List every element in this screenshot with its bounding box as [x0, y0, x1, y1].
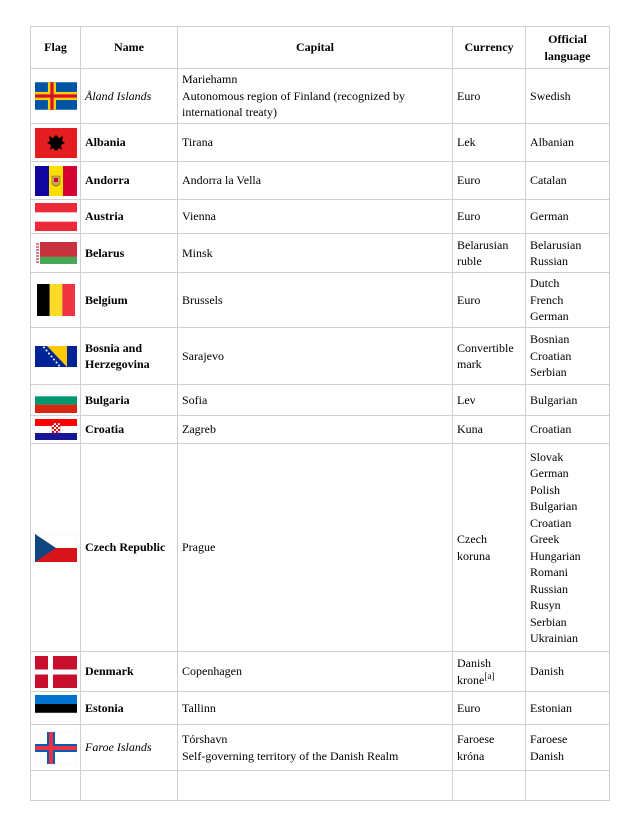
- capital-cell: Prague: [178, 444, 453, 652]
- language-cell: Dutch French German: [526, 273, 610, 328]
- country-name: Austria: [81, 200, 178, 234]
- austria-flag-icon: [35, 203, 77, 231]
- language-cell: Bosnian Croatian Serbian: [526, 328, 610, 385]
- currency-cell: Euro: [453, 273, 526, 328]
- flag-cell: [31, 444, 81, 652]
- table-row: [31, 69, 610, 124]
- flag-cell: [31, 692, 81, 725]
- capital-cell: Mariehamn Autonomous region of Finland (recognized by international treaty): [178, 69, 453, 124]
- language-cell: Belarusian Russian: [526, 234, 610, 273]
- capital-cell: Sarajevo: [178, 328, 453, 385]
- flag-cell: [31, 385, 81, 416]
- flag-cell: [31, 200, 81, 234]
- capital-cell: Copenhagen: [178, 652, 453, 692]
- croatia-flag-icon: [35, 419, 77, 440]
- capital-cell: Brussels: [178, 273, 453, 328]
- language-cell: German: [526, 200, 610, 234]
- faroe-flag-icon: [35, 732, 77, 764]
- capital-cell: Vienna: [178, 200, 453, 234]
- language-cell: Estonian: [526, 692, 610, 725]
- currency-cell: Euro: [453, 200, 526, 234]
- table-row: [31, 234, 610, 273]
- table-row: [31, 162, 610, 200]
- currency-cell: Euro: [453, 69, 526, 124]
- table-row-partial: [31, 771, 610, 801]
- header-capital: Capital: [178, 27, 453, 69]
- albania-flag-icon: [35, 128, 77, 158]
- capital-cell: Zagreb: [178, 416, 453, 444]
- capital-cell: Tirana: [178, 124, 453, 162]
- flag-cell: [31, 124, 81, 162]
- header-flag: Flag: [31, 27, 81, 69]
- currency-cell: Czech koruna: [453, 444, 526, 652]
- currency-cell: Euro: [453, 162, 526, 200]
- table-row: [31, 725, 610, 771]
- capital-cell: Andorra la Vella: [178, 162, 453, 200]
- country-name: Åland Islands: [81, 69, 178, 124]
- table-row: [31, 385, 610, 416]
- aland-flag-icon: [35, 82, 77, 110]
- capital-cell: Sofia: [178, 385, 453, 416]
- table-row: [31, 416, 610, 444]
- flag-cell: [31, 725, 81, 771]
- belgium-flag-icon: [37, 284, 75, 316]
- country-name: Belarus: [81, 234, 178, 273]
- country-name: Andorra: [81, 162, 178, 200]
- language-cell: Bulgarian: [526, 385, 610, 416]
- country-name: Bulgaria: [81, 385, 178, 416]
- empty-cell: [526, 771, 610, 801]
- table-row: [31, 652, 610, 692]
- country-name: Croatia: [81, 416, 178, 444]
- empty-cell: [81, 771, 178, 801]
- country-name: Denmark: [81, 652, 178, 692]
- header-row: [31, 27, 610, 69]
- czech-flag-icon: [35, 534, 77, 562]
- currency-cell: Lev: [453, 385, 526, 416]
- flag-cell: [31, 162, 81, 200]
- currency-text: Danish krone: [457, 656, 491, 687]
- currency-cell: Euro: [453, 692, 526, 725]
- table-row: [31, 328, 610, 385]
- capital-cell: Minsk: [178, 234, 453, 273]
- empty-cell: [31, 771, 81, 801]
- andorra-flag-icon: [35, 166, 77, 196]
- country-name: Bosnia and Herzegovina: [81, 328, 178, 385]
- country-name: Albania: [81, 124, 178, 162]
- flag-cell: [31, 234, 81, 273]
- bulgaria-flag-icon: [35, 388, 77, 413]
- language-cell: Slovak German Polish Bulgarian Croatian Greek Hungarian Romani Russian Rusyn Serbian Ukrainian: [526, 444, 610, 652]
- flag-cell: [31, 273, 81, 328]
- capital-cell: Tórshavn Self-governing territory of the Danish Realm: [178, 725, 453, 771]
- currency-cell: Convertible mark: [453, 328, 526, 385]
- country-name: Czech Republic: [81, 444, 178, 652]
- country-name: Estonia: [81, 692, 178, 725]
- language-cell: Albanian: [526, 124, 610, 162]
- currency-cell: Faroese króna: [453, 725, 526, 771]
- table-row: [31, 444, 610, 652]
- empty-cell: [178, 771, 453, 801]
- empty-cell: [453, 771, 526, 801]
- currency-cell: Lek: [453, 124, 526, 162]
- currency-cell: [453, 652, 526, 692]
- country-name: Belgium: [81, 273, 178, 328]
- language-cell: Swedish: [526, 69, 610, 124]
- belarus-flag-icon: [35, 242, 77, 264]
- language-cell: Danish: [526, 652, 610, 692]
- bosnia-flag-icon: [35, 346, 77, 367]
- footnote-link[interactable]: [a]: [484, 670, 495, 681]
- estonia-flag-icon: [35, 695, 77, 722]
- country-name: Faroe Islands: [81, 725, 178, 771]
- table-row: [31, 200, 610, 234]
- denmark-flag-icon: [35, 656, 77, 688]
- flag-cell: [31, 416, 81, 444]
- language-cell: Faroese Danish: [526, 725, 610, 771]
- language-cell: Catalan: [526, 162, 610, 200]
- currency-cell: Kuna: [453, 416, 526, 444]
- table-row: [31, 124, 610, 162]
- header-currency: Currency: [453, 27, 526, 69]
- flag-cell: [31, 652, 81, 692]
- table-row: [31, 273, 610, 328]
- countries-table: [30, 26, 610, 801]
- flag-cell: [31, 69, 81, 124]
- table-row: [31, 692, 610, 725]
- capital-cell: Tallinn: [178, 692, 453, 725]
- flag-cell: [31, 328, 81, 385]
- header-language: Official language: [526, 27, 610, 69]
- language-cell: Croatian: [526, 416, 610, 444]
- header-name: Name: [81, 27, 178, 69]
- currency-cell: Belarusian ruble: [453, 234, 526, 273]
